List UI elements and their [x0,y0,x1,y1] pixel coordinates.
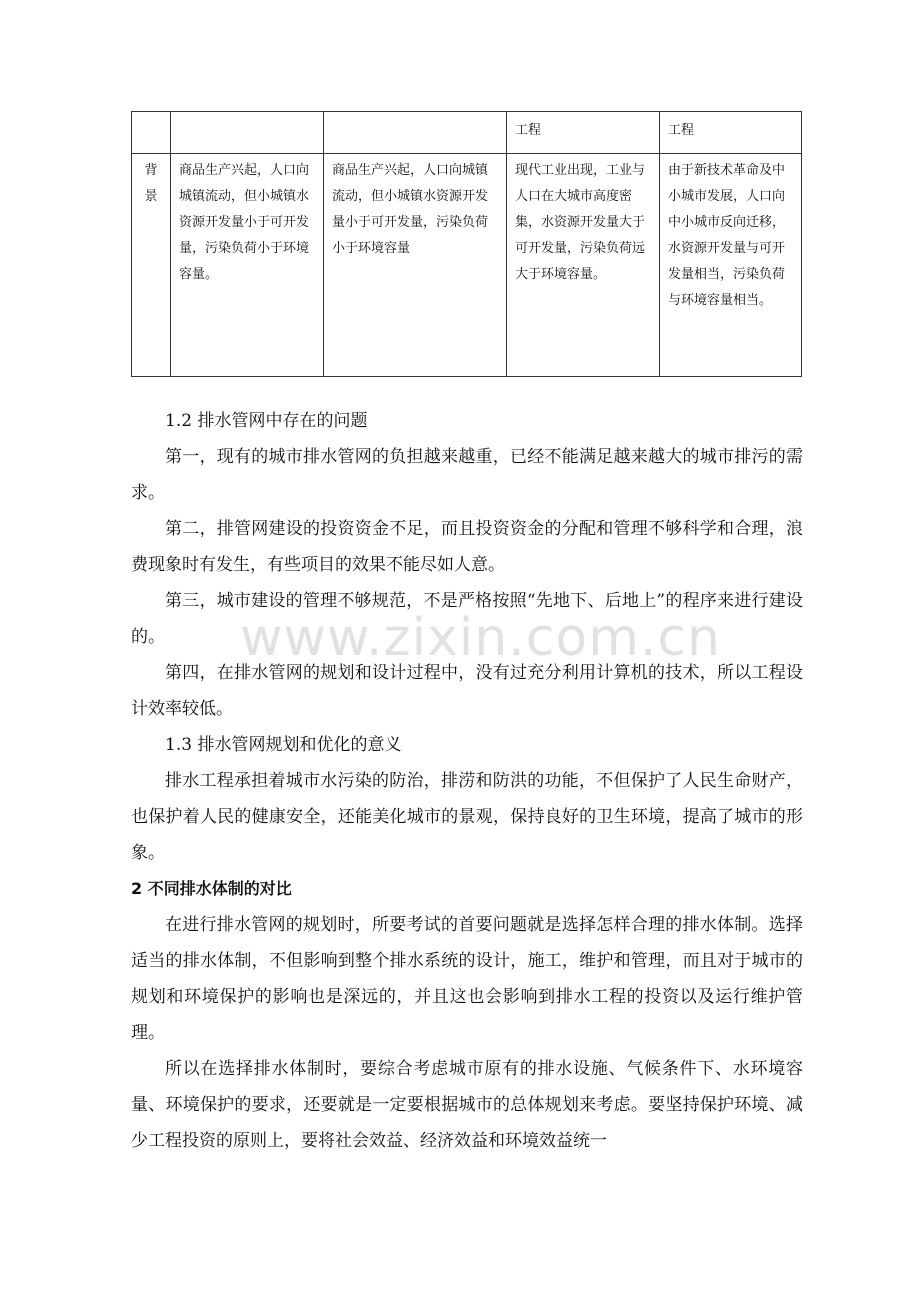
paragraph: 排水工程承担着城市水污染的防治，排涝和防洪的功能，不但保护了人民生命财产，也保护着人民的健康安全，还能美化城市的景观，保持良好的卫生环境，提高了城市的形象。 [131,771,803,863]
table-cell [171,112,324,154]
table-cell: 工程 [660,112,802,154]
table-cell: 由于新技术革命及中小城市发展，人口向中小城市反向迁移，水资源开发量与可开发量相当，污染负荷与环境容量相当。 [660,154,802,377]
paragraph: 在进行排水管网的规划时，所要考试的首要问题就是选择怎样合理的排水体制。选择适当的排水体制，不但影响到整个排水系统的设计，施工，维护和管理，而且对于城市的规划和环境保护的影响也是深远的，并且这也会影响到排水工程的投资以及运行维护管理。 [131,915,803,1043]
paragraph: 第四，在排水管网的规划和设计过程中，没有过充分利用计算机的技术，所以工程设计效率较低。 [131,663,803,719]
document-body [131,403,803,1159]
table-cell [324,112,507,154]
paragraph: 所以在选择排水体制时，要综合考虑城市原有的排水设施、气候条件下、水环境容量、环境保护的要求，还要就是一定要根据城市的总体规划来考虑。要坚持保护环境、减少工程投资的原则上，要将社会效益、经济效益和环境效益统一 [131,1059,803,1151]
section-heading: 1.3 排水管网规划和优化的意义 [165,735,402,755]
paragraph: 第一，现有的城市排水管网的负担越来越重，已经不能满足越来越大的城市排污的需求。 [131,447,803,503]
table-cell: 商品生产兴起，人口向城镇流动，但小城镇水资源开发量小于可开发量，污染负荷小于环境容量。 [171,154,324,377]
watermark: www.zixin.com.cn [240,608,721,668]
chapter-heading: 2 不同排水体制的对比 [131,879,292,898]
comparison-table [131,111,802,377]
table-row [132,154,802,377]
table-cell: 现代工业出现，工业与人口在大城市高度密集，水资源开发量大于可开发量，污染负荷远大于环境容量。 [507,154,660,377]
row-label-char: 景 [144,189,158,204]
section-heading: 1.2 排水管网中存在的问题 [165,411,368,431]
paragraph: 第三，城市建设的管理不够规范，不是严格按照“先地下、后地上”的程序来进行建设的。 [131,591,803,647]
table-cell [132,112,171,154]
paragraph: 第二，排管网建设的投资资金不足，而且投资资金的分配和管理不够科学和合理，浪费现象时有发生，有些项目的效果不能尽如人意。 [131,519,803,575]
table-header-row [132,112,802,154]
row-label-char: 背 [144,163,158,178]
row-label [132,154,171,377]
table-cell: 工程 [507,112,660,154]
table-cell: 商品生产兴起，人口向城镇流动，但小城镇水资源开发量小于可开发量，污染负荷小于环境容量 [324,154,507,377]
